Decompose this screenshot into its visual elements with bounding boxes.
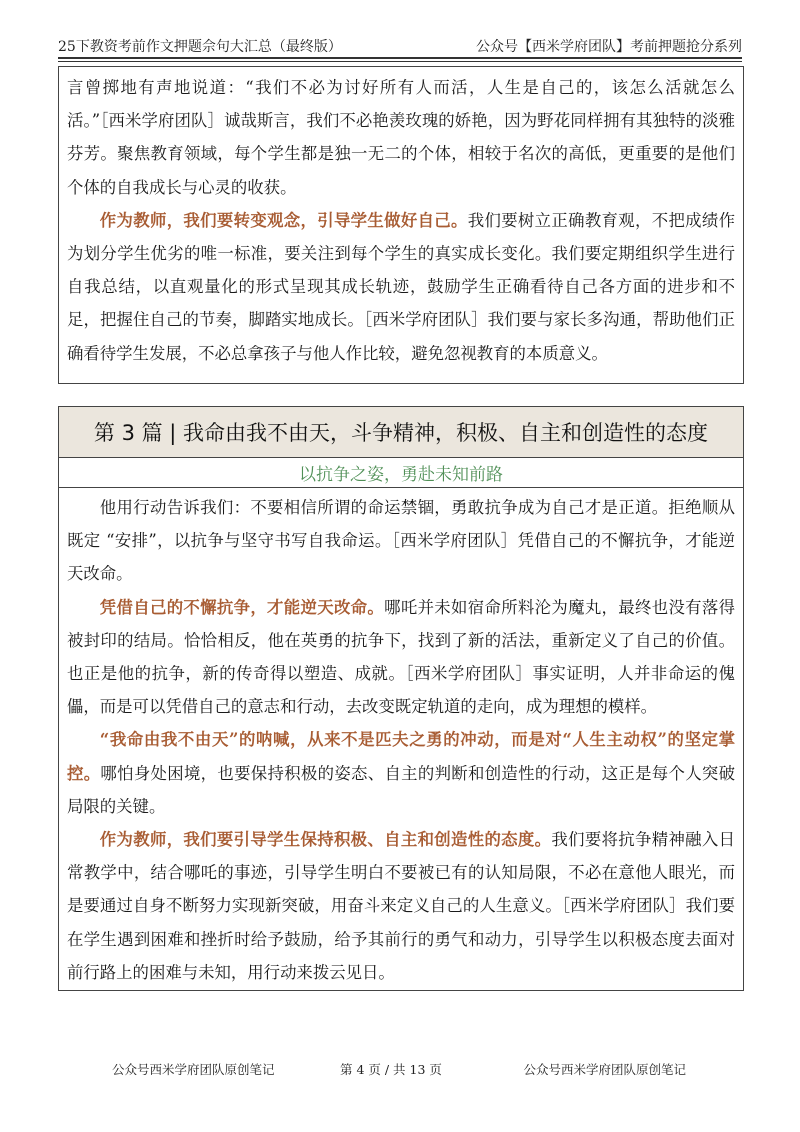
highlight-sentence: 作为教师，我们要引导学生保持积极、自主和创造性的态度。 <box>99 830 552 850</box>
paragraph-text: 我们要树立正确教育观，不把成绩作为划分学生优劣的唯一标准，要关注到每个学生的真实成长变化。我们要定期组织学生进行自我总结，以直观量化的形式呈现其成长轨迹，鼓励学生正确看待自己各方面的进步和不足，把握住自己的节奏，脚踏实地成长。［西米学府团队］我们要与家长多沟通，帮助他们正确看待学生发展，不必总拿孩子与他人作比较，避免忽视教育的本质意义。 <box>67 210 736 363</box>
highlight-sentence: “我命由我不由天”的呐喊，从来不是匹夫之勇的冲动，而是对“人生主动权”的坚定掌控。 <box>67 730 735 783</box>
essay-section-continued <box>58 66 744 384</box>
footer-right: 公众号西米学府团队原创笔记 <box>523 1062 686 1077</box>
paragraph <box>67 723 735 823</box>
header-rule-thin <box>58 61 742 62</box>
paragraph <box>67 204 735 370</box>
section-subtitle: 以抗争之姿，勇赴未知前路 <box>59 457 743 488</box>
essay-section-3 <box>58 406 744 991</box>
paragraph-text: 哪怕身处困境，也要保持积极的姿态、自主的判断和创造性的行动，这正是每个人突破局限的关键。 <box>67 763 736 816</box>
section-title: 第 3 篇 | 我命由我不由天，斗争精神，积极、自主和创造性的态度 <box>59 407 743 458</box>
section-body <box>67 71 735 370</box>
section-body <box>67 491 735 989</box>
highlight-sentence: 凭借自己的不懈抗争，才能逆天改命。 <box>99 597 385 617</box>
paragraph-text: 哪吒并未如宿命所料沦为魔丸，最终也没有落得被封印的结局。恰恰相反，他在英勇的抗争下，找到了新的活法，重新定义了自己的价值。也正是他的抗争，新的传奇得以塑造、成就。［西米学府团队］事实证明，人并非命运的傀儡，而是可以凭借自己的意志和行动，去改变既定轨道的走向，成为理想的模样。 <box>67 597 736 717</box>
highlight-sentence: 作为教师，我们要转变观念，引导学生做好自己。 <box>99 210 468 230</box>
paragraph <box>67 591 735 724</box>
paragraph: 他用行动告诉我们：不要相信所谓的命运禁锢，勇敢抗争成为自己才是正道。拒绝顺从既定 “安排”，以抗争与坚守书写自我命运。［西米学府团队］凭借自己的不懈抗争，才能逆天改命。 <box>67 498 735 584</box>
page-footer <box>58 1060 742 1080</box>
page-header <box>58 30 742 60</box>
header-rule <box>58 57 742 59</box>
paragraph <box>67 823 735 989</box>
page-number: 第 4 页 / 共 13 页 <box>340 1062 442 1077</box>
footer-left: 公众号西米学府团队原创笔记 <box>112 1062 275 1077</box>
header-right-title: 公众号【西米学府团队】考前押题抢分系列 <box>476 39 742 55</box>
paragraph: 言曾掷地有声地说道：“我们不必为讨好所有人而活，人生是自己的，该怎么活就怎么活。”［西米学府团队］诚哉斯言，我们不必艳羡玫瑰的娇艳，因为野花同样拥有其独特的淡雅芬芳。聚焦教育领域，每个学生都是独一无二的个体，相较于名次的高低，更重要的是他们个体的自我成长与心灵的收获。 <box>67 78 735 197</box>
paragraph-text: 我们要将抗争精神融入日常教学中，结合哪吒的事迹，引导学生明白不要被已有的认知局限，不必在意他人眼光，而是要通过自身不断努力实现新突破，用奋斗来定义自己的人生意义。［西米学府团队］我们要在学生遇到困难和挫折时给予鼓励，给予其前行的勇气和动力，引导学生以积极态度去面对前行路上的困难与未知，用行动来拨云见日。 <box>67 830 736 982</box>
header-left-title: 25下教资考前作文押题佘句大汇总（最终版） <box>58 39 342 55</box>
